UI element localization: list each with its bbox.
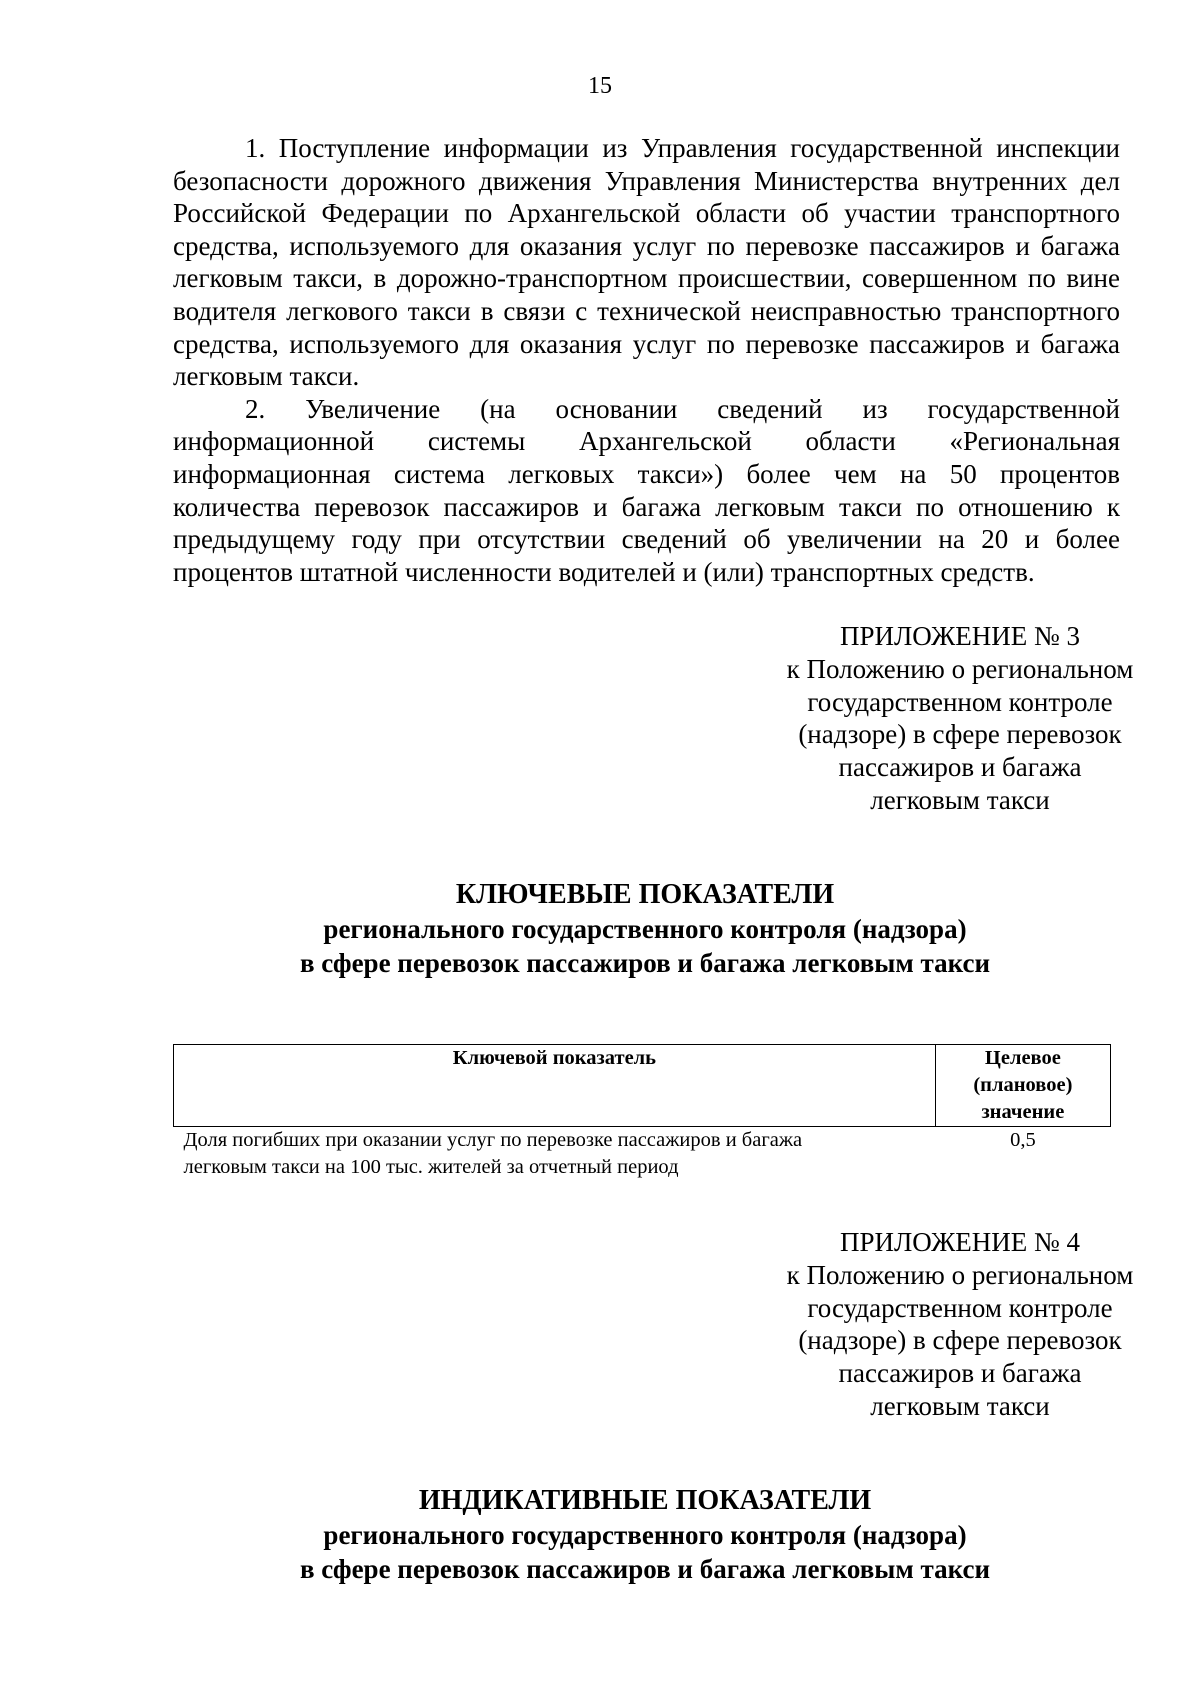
indicator-cell — [174, 1127, 936, 1182]
header-target-line: (плановое) — [973, 1074, 1073, 1096]
table-row — [174, 1127, 1111, 1182]
header-target-line: Целевое — [984, 1047, 1061, 1069]
indicative-indicators-subtitle: в сфере перевозок пассажиров и багажа легковым такси — [299, 1554, 991, 1584]
appendix-3-block — [740, 620, 1180, 817]
body-text — [173, 132, 1120, 588]
appendix-4-label: ПРИЛОЖЕНИЕ № 4 — [839, 1227, 1081, 1257]
key-indicators-subtitle: регионального государственного контроля (надзора) — [323, 914, 967, 944]
indicative-indicators-title: ИНДИКАТИВНЫЕ ПОКАЗАТЕЛИ — [418, 1485, 872, 1516]
appendix-4-block — [740, 1226, 1180, 1423]
key-indicators-table — [173, 1044, 1111, 1181]
appendix-4-line: (надзоре) в сфере перевозок — [798, 1325, 1122, 1356]
page-number: 15 — [588, 73, 612, 99]
appendix-3-label: ПРИЛОЖЕНИЕ № 3 — [839, 621, 1081, 651]
header-target — [935, 1045, 1110, 1127]
indicator-line: легковым такси на 100 тыс. жителей за отчетный период — [183, 1156, 679, 1178]
indicative-indicators-subtitle: регионального государственного контроля (надзора) — [323, 1520, 967, 1550]
header-target-line: значение — [981, 1101, 1065, 1123]
appendix-4-line: пассажиров и багажа — [838, 1358, 1082, 1389]
key-indicators-subtitle: в сфере перевозок пассажиров и багажа легковым такси — [299, 948, 991, 978]
appendix-3-line: к Положению о региональном — [786, 653, 1134, 684]
table-header-row — [174, 1045, 1111, 1127]
target-value-cell: 0,5 — [1010, 1129, 1036, 1151]
appendix-4-line: государственном контроле — [807, 1292, 1113, 1323]
header-indicator: Ключевой показатель — [174, 1045, 936, 1127]
appendix-4-line: легковым такси — [870, 1390, 1050, 1421]
indicative-indicators-heading — [0, 1484, 1200, 1586]
paragraph-2: 2. Увеличение (на основании сведений из государственной информационной системы Архангельской области «Региональная информационная система легковых такси») более чем на 50 процентов количества перевозок пассажиров и багажа легковым такси по отношению к предыдущему году при отсутствии сведений об увеличении на 20 и более процентов штатной численности водителей и (или) транспортных средств. — [173, 393, 1120, 587]
appendix-3-line: легковым такси — [870, 784, 1050, 815]
appendix-4-line: к Положению о региональном — [786, 1259, 1134, 1290]
indicator-line: Доля погибших при оказании услуг по перевозке пассажиров и багажа — [183, 1129, 803, 1151]
appendix-3-line: (надзоре) в сфере перевозок — [798, 719, 1122, 750]
key-indicators-title: КЛЮЧЕВЫЕ ПОКАЗАТЕЛИ — [455, 879, 835, 910]
key-indicators-heading — [0, 878, 1200, 980]
appendix-3-line: государственном контроле — [807, 686, 1113, 717]
appendix-3-line: пассажиров и багажа — [838, 752, 1082, 783]
paragraph-1: 1. Поступление информации из Управления государственной инспекции безопасности дорожного движения Управления Министерства внутренних дел Российской Федерации по Архангельской области об участии транспортного средства, используемого для оказания услуг по перевозке пассажиров и багажа легковым такси, в дорожно-транспортном происшествии, совершенном по вине водителя легкового такси в связи с технической неисправностью транспортного средства, используемого для оказания услуг по перевозке пассажиров и багажа легковым такси. — [173, 133, 1120, 392]
